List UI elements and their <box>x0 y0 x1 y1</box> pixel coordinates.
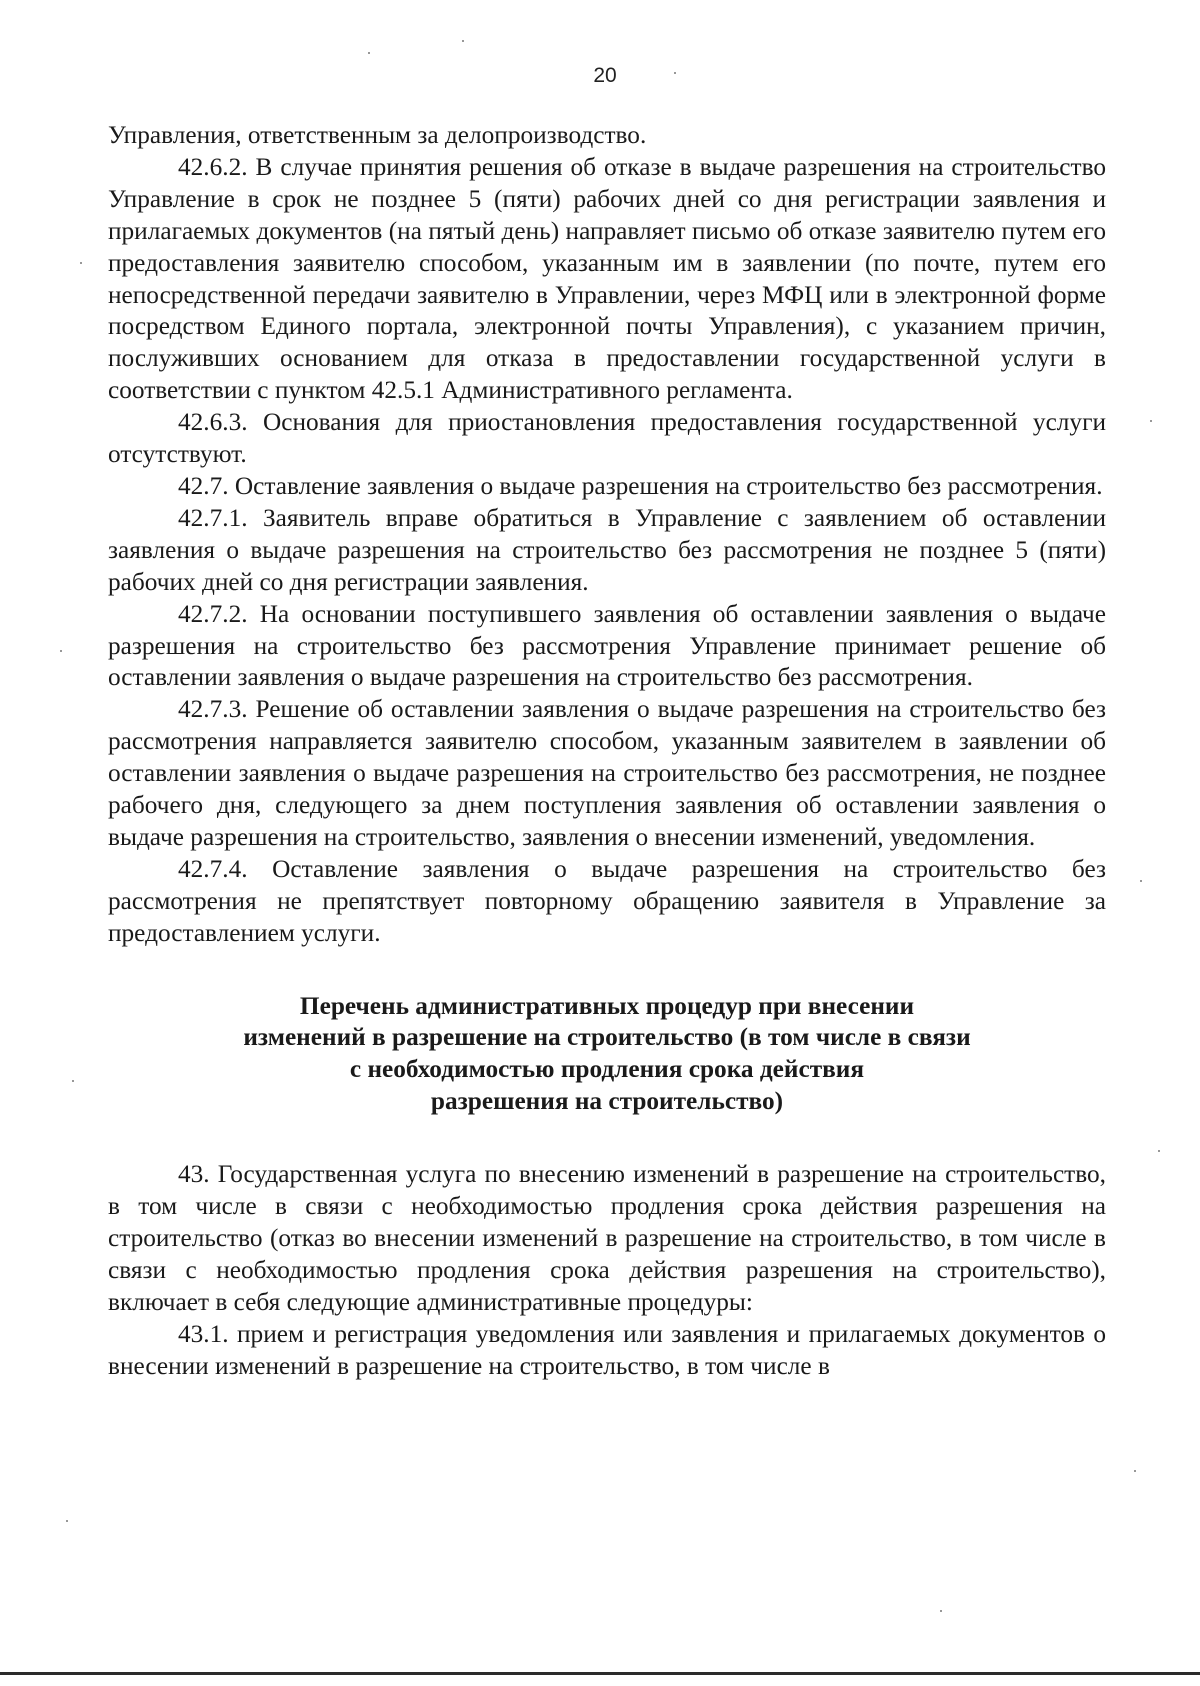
paragraph-42-7: 42.7. Оставление заявления о выдаче разрешения на строительство без рассмотрения. <box>178 471 1103 500</box>
page-number: 20 <box>593 64 617 87</box>
paragraph-42-6-3: 42.6.3. Основания для приостановления предоставления государственной услуги отсутствуют. <box>108 408 1106 469</box>
scan-speck <box>80 262 82 264</box>
scan-speck <box>66 1520 68 1522</box>
scan-speck <box>1134 1470 1136 1472</box>
section-heading-line: разрешения на строительство) <box>430 1087 784 1116</box>
paragraph-43-1: 43.1. прием и регистрация уведомления или заявления и прилагаемых документов о внесении изменений в разрешение на строительство, в том числе в <box>108 1319 1106 1380</box>
paragraph-42-7-4: 42.7.4. Оставление заявления о выдаче разрешения на строительство без рассмотрения не препятствует повторному обращению заявителя в Управление за предоставлением услуги. <box>108 854 1106 947</box>
paragraph-42-6-2: 42.6.2. В случае принятия решения об отказе в выдаче разрешения на строительство Управление в срок не позднее 5 (пяти) рабочих дней со дня регистрации заявления и прилагаемых документов (на пятый день) направляет письмо об отказе заявителю путем его предоставления заявителю способом, указанным им в заявлении (по почте, путем его непосредственной передачи заявителю в Управлении, через МФЦ или в электронной форме посредством Единого портала, электронной почты Управления), с указанием причин, послуживших основанием для отказа в предоставлении государственной услуги в соответствии с пунктом 42.5.1 Административного регламента. <box>108 152 1106 405</box>
paragraph-42-7-1: 42.7.1. Заявитель вправе обратиться в Управление с заявлением об оставлении заявления о выдаче разрешения на строительство без рассмотрения не позднее 5 (пяти) рабочих дней со дня регистрации заявления. <box>108 503 1106 596</box>
scan-speck <box>1158 1150 1160 1152</box>
scan-speck <box>674 72 676 74</box>
section-heading-line: с необходимостью продления срока действия <box>349 1055 865 1084</box>
scan-speck <box>1140 880 1142 882</box>
scan-speck <box>1150 420 1152 422</box>
scan-speck <box>940 1610 942 1612</box>
scan-speck <box>462 40 464 42</box>
paragraph-continuation: Управления, ответственным за делопроизводство. <box>108 121 647 149</box>
scan-speck <box>72 1080 74 1082</box>
paragraph-42-7-3: 42.7.3. Решение об оставлении заявления о выдаче разрешения на строительство без рассмотрения направляется заявителю способом, указанным заявителем в заявлении об оставлении заявления о выдаче разрешения на строительство без рассмотрения, не позднее рабочего дня, следующего за днем поступления заявления об оставлении заявления о выдаче разрешения на строительство, заявления о внесении изменений, уведомления. <box>108 695 1106 851</box>
paragraph-42-7-2: 42.7.2. На основании поступившего заявления об оставлении заявления о выдаче разрешения на строительство без рассмотрения Управление принимает решение об оставлении заявления о выдаче разрешения на строительство без рассмотрения. <box>108 599 1106 692</box>
scan-speck <box>60 650 62 652</box>
scan-speck <box>368 52 370 54</box>
paragraph-43: 43. Государственная услуга по внесению изменений в разрешение на строительство, в том числе в связи с необходимостью продления срока действия разрешения на строительство (отказ во внесении изменений в разрешение на строительство, в том числе в связи с необходимостью продления срока действия разрешения на строительство), включает в себя следующие административные процедуры: <box>108 1160 1106 1316</box>
section-heading-line: Перечень административных процедур при внесении <box>299 991 915 1020</box>
document-body <box>108 120 1106 1383</box>
section-heading <box>108 991 1106 1119</box>
section-heading-line: изменений в разрешение на строительство (в том числе в связи <box>243 1023 971 1052</box>
scan-bottom-edge <box>0 1672 1200 1675</box>
